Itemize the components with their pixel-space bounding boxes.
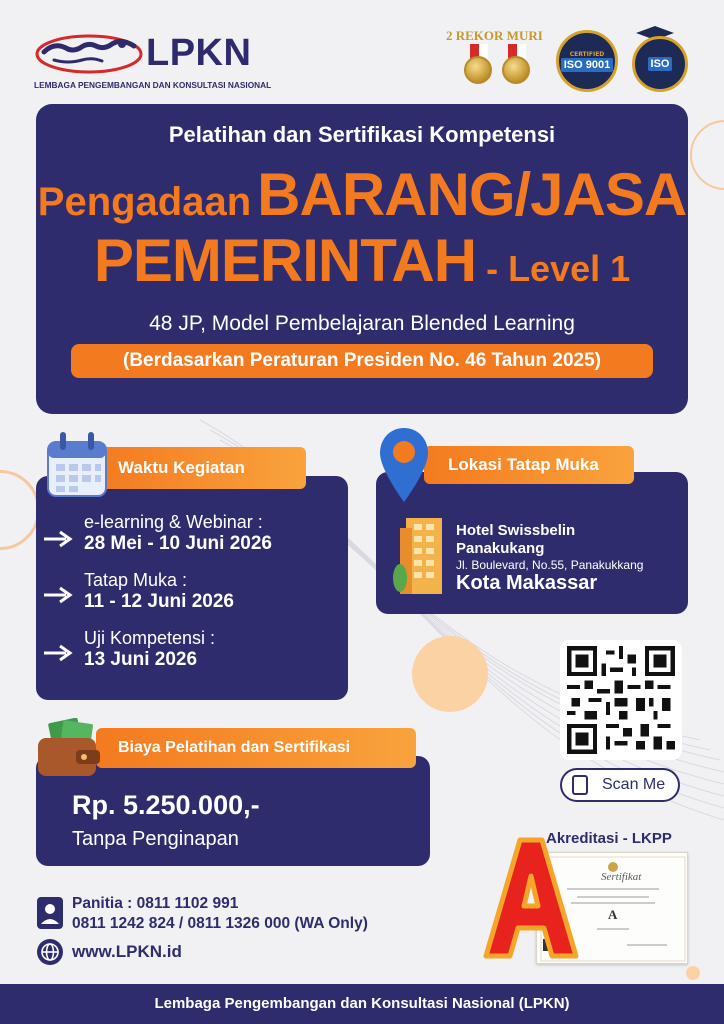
schedule-label: Tatap Muka : [84, 570, 188, 590]
schedule-box [36, 476, 348, 700]
indonesia-map-icon [34, 30, 144, 76]
website-link[interactable]: www.LPKN.id [72, 942, 182, 961]
scan-me-label: Scan Me [602, 776, 666, 793]
qr-code[interactable] [560, 640, 682, 760]
arrow-right-icon [44, 530, 74, 548]
schedule-item [84, 628, 215, 671]
hotel-address: Jl. Boulevard, No.55, Panakukkang [456, 558, 644, 572]
title-jp: 48 JP, Model Pembelajaran Blended Learning [149, 312, 575, 335]
title-intro: Pelatihan dan Sertifikasi Kompetensi [168, 122, 556, 147]
title-perpres: (Berdasarkan Peraturan Presiden No. 46 Tahun 2025) [71, 344, 653, 378]
accreditation-label: Akreditasi - LKPP [546, 830, 672, 847]
hotel-name-line2: Panakukang [456, 540, 545, 557]
schedule-item [84, 570, 234, 613]
price-value: Rp. 5.250.000,- [72, 790, 260, 820]
hotel-building-icon [392, 514, 448, 596]
medal-icon [502, 56, 530, 84]
iso-main-label: ISO 9001 [561, 58, 613, 72]
certificate-script: Sertifikat [601, 871, 642, 883]
deco-dot [686, 966, 700, 980]
title-level: - Level 1 [486, 248, 631, 289]
footer-bar: Lembaga Pengembangan dan Konsultasi Nasional (LPKN) [0, 984, 724, 1024]
title-pengadaan: Pengadaan [37, 180, 252, 224]
hotel-name [456, 522, 575, 558]
price-note: Tanpa Penginapan [72, 828, 239, 850]
iso-top-label: CERTIFIED [569, 50, 605, 58]
hotel-name-line1: Hotel Swissbelin [456, 522, 576, 539]
calendar-icon [44, 430, 110, 500]
schedule-label: Uji Kompetensi : [84, 628, 216, 648]
location-tag: Lokasi Tatap Muka [424, 446, 634, 484]
iso-main-label: ISO [648, 57, 673, 71]
schedule-date: 11 - 12 Juni 2026 [84, 591, 234, 612]
fee-tag: Biaya Pelatihan dan Sertifikasi [96, 728, 416, 768]
contact-info [72, 894, 368, 934]
grade-a-icon [480, 832, 580, 962]
globe-icon [36, 938, 64, 966]
arrow-right-icon [44, 586, 74, 604]
arrow-right-icon [44, 644, 74, 662]
contact-whatsapp: 0811 1242 824 / 0811 1326 000 (WA Only) [72, 915, 368, 932]
schedule-date: 13 Juni 2026 [84, 649, 198, 670]
lpkn-logo [34, 30, 274, 92]
title-banner [36, 104, 688, 414]
deco-circle-center [412, 636, 488, 712]
certificate-grade: A [608, 907, 618, 922]
hotel-city: Kota Makassar [456, 572, 598, 594]
schedule-tag: Waktu Kegiatan [96, 447, 306, 489]
scan-me-button[interactable] [560, 768, 680, 802]
title-barang-jasa: BARANG/JASA [257, 161, 687, 228]
contact-panitia: Panitia : 0811 1102 991 [72, 895, 239, 912]
contact-card-icon [36, 896, 64, 930]
medal-icon [464, 56, 492, 84]
schedule-item [84, 512, 272, 555]
phone-icon [572, 775, 588, 795]
qr-code-icon [566, 646, 676, 754]
logo-text: LPKN [146, 32, 252, 74]
title-pemerintah: PEMERINTAH [93, 227, 477, 294]
title-line-1 [36, 160, 688, 229]
logo-subtitle: LEMBAGA PENGEMBANGAN DAN KONSULTASI NASIONAL [34, 80, 272, 90]
schedule-date: 28 Mei - 10 Juni 2026 [84, 533, 272, 554]
rekor-muri-text: 2 REKOR MURI [446, 28, 543, 43]
map-pin-icon [378, 426, 430, 506]
title-line-2 [36, 226, 688, 295]
iso-education-badge [632, 36, 688, 92]
wallet-money-icon [36, 718, 102, 780]
schedule-label: e-learning & Webinar : [84, 512, 263, 532]
iso-9001-badge [556, 30, 618, 92]
deco-circle-right [690, 120, 724, 190]
award-badges [440, 26, 690, 96]
